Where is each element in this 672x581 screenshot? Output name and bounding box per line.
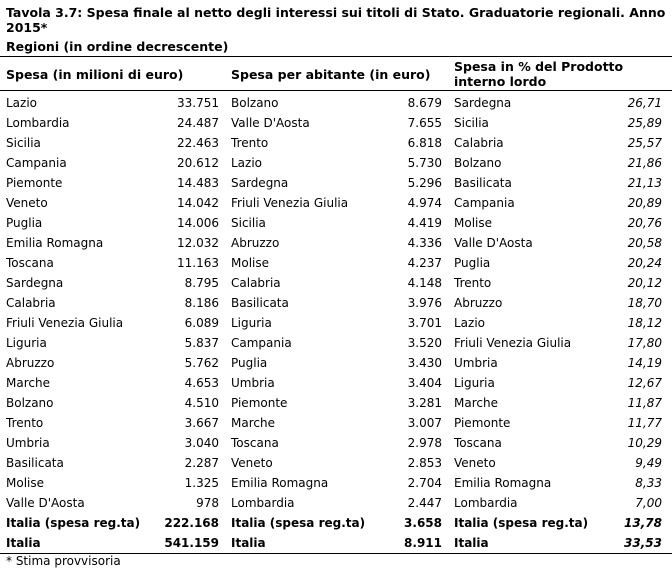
region-name: Italia (spesa reg.ta)	[6, 516, 141, 530]
spesa-per-abitante-value: 2.853	[407, 456, 442, 470]
region-name: Sardegna	[6, 276, 64, 290]
region-name: Basilicata	[231, 296, 289, 310]
region-name: Campania	[231, 336, 292, 350]
table-row	[0, 393, 672, 413]
region-name: Abruzzo	[454, 296, 503, 310]
region-name: Molise	[231, 256, 269, 270]
region-name: Umbria	[454, 356, 498, 370]
region-name: Trento	[454, 276, 492, 290]
region-name: Emilia Romagna	[6, 236, 104, 250]
table-row	[0, 453, 672, 473]
spesa-pil-value: 14,19	[627, 356, 662, 370]
spesa-per-abitante-value: 5.730	[407, 156, 442, 170]
spesa-value: 11.163	[177, 256, 219, 270]
region-name: Sardegna	[454, 96, 512, 110]
region-name: Italia	[454, 536, 489, 550]
region-name: Umbria	[6, 436, 50, 450]
region-name: Basilicata	[454, 176, 512, 190]
table-row	[0, 173, 672, 193]
table-row	[0, 373, 672, 393]
region-name: Sicilia	[231, 216, 266, 230]
region-name: Abruzzo	[231, 236, 280, 250]
spesa-value: 33.751	[177, 96, 219, 110]
spesa-per-abitante-value: 2.704	[407, 476, 442, 490]
spesa-value: 2.287	[184, 456, 219, 470]
spesa-per-abitante-value: 7.655	[407, 116, 442, 130]
region-name: Toscana	[454, 436, 502, 450]
region-name: Friuli Venezia Giulia	[6, 316, 124, 330]
table-row	[0, 413, 672, 433]
spesa-value: 978	[196, 496, 219, 510]
spesa-per-abitante-value: 3.658	[404, 516, 442, 530]
spesa-per-abitante-value: 8.911	[404, 536, 442, 550]
table-row	[0, 133, 672, 153]
spesa-value: 4.653	[184, 376, 219, 390]
spesa-pil-value: 20,76	[627, 216, 662, 230]
region-name: Umbria	[231, 376, 275, 390]
spesa-pil-value: 8,33	[635, 476, 662, 490]
spesa-value: 6.089	[184, 316, 219, 330]
spesa-per-abitante-value: 3.404	[407, 376, 442, 390]
header-bottom-rule	[0, 90, 672, 91]
region-name: Emilia Romagna	[454, 476, 552, 490]
spesa-pil-value: 9,49	[635, 456, 662, 470]
spesa-per-abitante-value: 3.520	[407, 336, 442, 350]
spesa-pil-value: 7,00	[635, 496, 662, 510]
column-header-spesa-per-abitante: Spesa per abitante (in euro)	[231, 67, 431, 82]
total-row	[0, 533, 672, 553]
spesa-per-abitante-value: 3.281	[407, 396, 442, 410]
region-name: Veneto	[231, 456, 273, 470]
region-name: Calabria	[454, 136, 504, 150]
region-name: Bolzano	[231, 96, 279, 110]
table-row	[0, 353, 672, 373]
spesa-pil-value: 25,89	[627, 116, 662, 130]
spesa-per-abitante-value: 4.148	[407, 276, 442, 290]
region-name: Abruzzo	[6, 356, 55, 370]
table-row	[0, 293, 672, 313]
spesa-per-abitante-value: 5.296	[407, 176, 442, 190]
region-name: Liguria	[231, 316, 272, 330]
region-name: Marche	[231, 416, 275, 430]
region-name: Puglia	[454, 256, 491, 270]
region-name: Veneto	[6, 196, 48, 210]
spesa-value: 5.762	[184, 356, 219, 370]
spesa-pil-value: 25,57	[627, 136, 662, 150]
region-name: Emilia Romagna	[231, 476, 329, 490]
region-name: Sicilia	[6, 136, 41, 150]
spesa-pil-value: 12,67	[627, 376, 662, 390]
spesa-per-abitante-value: 4.974	[407, 196, 442, 210]
table-row	[0, 213, 672, 233]
table-subtitle: Regioni (in ordine decrescente)	[6, 39, 229, 54]
region-name: Basilicata	[6, 456, 64, 470]
table-row	[0, 273, 672, 293]
region-name: Lazio	[454, 316, 486, 330]
spesa-per-abitante-value: 8.679	[407, 96, 442, 110]
region-name: Lombardia	[231, 496, 295, 510]
table-row	[0, 253, 672, 273]
table-row	[0, 333, 672, 353]
region-name: Puglia	[231, 356, 268, 370]
spesa-value: 8.795	[184, 276, 219, 290]
region-name: Toscana	[6, 256, 54, 270]
region-name: Lazio	[231, 156, 263, 170]
spesa-per-abitante-value: 2.978	[407, 436, 442, 450]
footnote: * Stima provvisoria	[6, 554, 121, 568]
table-row	[0, 433, 672, 453]
spesa-per-abitante-value: 2.447	[407, 496, 442, 510]
spesa-pil-value: 20,24	[627, 256, 662, 270]
region-name: Italia	[6, 536, 41, 550]
region-name: Piemonte	[231, 396, 288, 410]
spesa-value: 20.612	[177, 156, 219, 170]
spesa-value: 24.487	[177, 116, 219, 130]
spesa-value: 1.325	[184, 476, 219, 490]
region-name: Toscana	[231, 436, 279, 450]
region-name: Piemonte	[6, 176, 63, 190]
spesa-pil-value: 26,71	[627, 96, 662, 110]
spesa-per-abitante-value: 3.976	[407, 296, 442, 310]
spesa-value: 12.032	[177, 236, 219, 250]
region-name: Friuli Venezia Giulia	[454, 336, 572, 350]
spesa-value: 541.159	[164, 536, 219, 550]
region-name: Marche	[454, 396, 498, 410]
spesa-value: 14.006	[177, 216, 219, 230]
table-row	[0, 153, 672, 173]
column-header-spesa-pil: Spesa in % del Prodotto interno lordo	[454, 59, 624, 89]
region-name: Trento	[231, 136, 269, 150]
region-name: Valle D'Aosta	[454, 236, 533, 250]
spesa-pil-value: 33,53	[624, 536, 662, 550]
region-name: Puglia	[6, 216, 43, 230]
region-name: Marche	[6, 376, 50, 390]
region-name: Calabria	[231, 276, 281, 290]
spesa-value: 3.667	[184, 416, 219, 430]
table-row	[0, 473, 672, 493]
spesa-pil-value: 11,77	[627, 416, 662, 430]
region-name: Sicilia	[454, 116, 489, 130]
spesa-pil-value: 20,12	[627, 276, 662, 290]
spesa-value: 14.042	[177, 196, 219, 210]
region-name: Veneto	[454, 456, 496, 470]
table-title: Tavola 3.7: Spesa finale al netto degli interessi sui titoli di Stato. Graduatorie regionali. Anno 2015*	[6, 5, 666, 35]
region-name: Campania	[454, 196, 515, 210]
spesa-pil-value: 11,87	[627, 396, 662, 410]
spesa-pil-value: 18,12	[627, 316, 662, 330]
spesa-value: 14.483	[177, 176, 219, 190]
spesa-pil-value: 20,58	[627, 236, 662, 250]
table-row	[0, 193, 672, 213]
region-name: Molise	[6, 476, 44, 490]
table-row	[0, 113, 672, 133]
spesa-per-abitante-value: 4.419	[407, 216, 442, 230]
table-row	[0, 493, 672, 513]
region-name: Lombardia	[6, 116, 70, 130]
region-name: Italia	[231, 536, 266, 550]
region-name: Valle D'Aosta	[6, 496, 85, 510]
spesa-value: 222.168	[164, 516, 219, 530]
ranking-table	[0, 93, 672, 553]
region-name: Liguria	[454, 376, 495, 390]
spesa-value: 22.463	[177, 136, 219, 150]
region-name: Piemonte	[454, 416, 511, 430]
column-header-spesa: Spesa (in milioni di euro)	[6, 67, 184, 82]
region-name: Friuli Venezia Giulia	[231, 196, 349, 210]
region-name: Bolzano	[454, 156, 502, 170]
spesa-value: 4.510	[184, 396, 219, 410]
spesa-per-abitante-value: 3.430	[407, 356, 442, 370]
region-name: Lazio	[6, 96, 38, 110]
spesa-value: 3.040	[184, 436, 219, 450]
region-name: Trento	[6, 416, 44, 430]
region-name: Sardegna	[231, 176, 289, 190]
spesa-value: 8.186	[184, 296, 219, 310]
region-name: Valle D'Aosta	[231, 116, 310, 130]
spesa-pil-value: 18,70	[627, 296, 662, 310]
spesa-per-abitante-value: 6.818	[407, 136, 442, 150]
region-name: Italia (spesa reg.ta)	[231, 516, 366, 530]
region-name: Italia (spesa reg.ta)	[454, 516, 589, 530]
region-name: Calabria	[6, 296, 56, 310]
spesa-per-abitante-value: 4.336	[407, 236, 442, 250]
spesa-per-abitante-value: 3.007	[407, 416, 442, 430]
spesa-per-abitante-value: 4.237	[407, 256, 442, 270]
region-name: Campania	[6, 156, 67, 170]
spesa-pil-value: 10,29	[627, 436, 662, 450]
spesa-pil-value: 21,13	[627, 176, 662, 190]
spesa-pil-value: 17,80	[627, 336, 662, 350]
table-row	[0, 233, 672, 253]
region-name: Lombardia	[454, 496, 518, 510]
region-name: Bolzano	[6, 396, 54, 410]
spesa-pil-value: 21,86	[627, 156, 662, 170]
table-row	[0, 93, 672, 113]
spesa-pil-value: 13,78	[624, 516, 662, 530]
spesa-per-abitante-value: 3.701	[407, 316, 442, 330]
spesa-value: 5.837	[184, 336, 219, 350]
region-name: Liguria	[6, 336, 47, 350]
header-top-rule	[0, 56, 672, 57]
spesa-pil-value: 20,89	[627, 196, 662, 210]
table-row	[0, 313, 672, 333]
region-name: Molise	[454, 216, 492, 230]
total-row	[0, 513, 672, 533]
